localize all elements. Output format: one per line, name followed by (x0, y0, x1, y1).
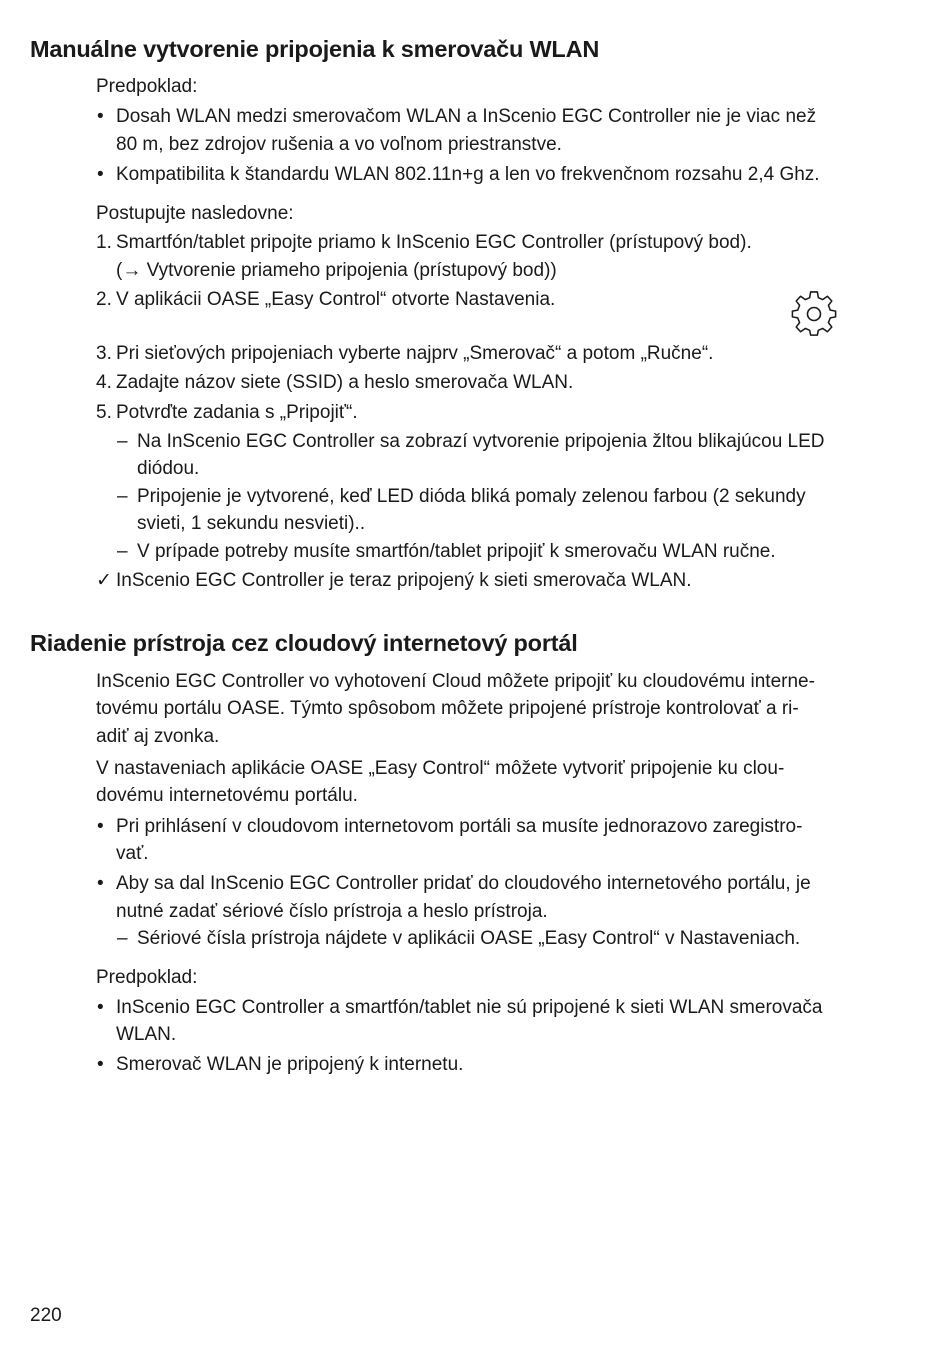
bullet-marker: • (97, 106, 104, 127)
bullet-line: nutné zadať sériové číslo prístroja a heslo prístroja. (116, 901, 548, 922)
substep-line: Pripojenie je vytvorené, keď LED dióda bliká pomaly zelenou farbou (2 sekundy (137, 486, 806, 507)
substep-line: V prípade potreby musíte smartfón/tablet pripojiť k smerovaču WLAN ručne. (137, 541, 776, 562)
bullet-line: Pri prihlásení v cloudovom internetovom portáli sa musíte jednorazovo zaregistro- (116, 816, 803, 837)
bullet-marker: • (97, 997, 104, 1018)
step-line: V aplikácii OASE „Easy Control“ otvorte Nastavenia. (116, 289, 556, 310)
page-number: 220 (30, 1305, 62, 1326)
sub-bullet-line: Sériové čísla prístroja nájdete v aplikácii OASE „Easy Control“ v Nastaveniach. (137, 928, 801, 949)
step-line: Zadajte názov siete (SSID) a heslo smerovača WLAN. (116, 372, 574, 393)
paragraph-line: adiť aj zvonka. (96, 726, 220, 747)
bullet-line: vať. (116, 843, 149, 864)
step-line: Potvrďte zadania s „Pripojiť“. (116, 402, 358, 423)
paragraph-line: dovému internetovému portálu. (96, 785, 358, 806)
prerequisite-line: WLAN. (116, 1024, 177, 1045)
prerequisite-line: Smerovač WLAN je pripojený k internetu. (116, 1054, 464, 1075)
step-number: 3. (96, 343, 112, 364)
bullet-marker: • (97, 164, 104, 185)
step-number: 4. (96, 372, 112, 393)
prerequisite-label: Predpoklad: (96, 967, 198, 988)
prerequisite-line: Kompatibilita k štandardu WLAN 802.11n+g a len vo frekvenčnom rozsahu 2,4 Ghz. (116, 164, 820, 185)
bullet-line: Aby sa dal InScenio EGC Controller pridať do cloudového internetového portálu, je (116, 873, 811, 894)
bullet-marker: • (97, 816, 104, 837)
substep-line: svieti, 1 sekundu nesvieti).. (137, 513, 366, 534)
prerequisite-line: Dosah WLAN medzi smerovačom WLAN a InScenio EGC Controller nie je viac než (116, 106, 817, 127)
step-line: Smartfón/tablet pripojte priamo k InScenio EGC Controller (prístupový bod). (116, 232, 752, 253)
step-number: 2. (96, 289, 112, 310)
prerequisite-line: InScenio EGC Controller a smartfón/tablet nie sú pripojené k sieti WLAN smerovača (116, 997, 823, 1018)
section-title: Manuálne vytvorenie pripojenia k smerovaču WLAN (30, 36, 600, 62)
procedure-label: Postupujte nasledovne: (96, 203, 294, 224)
step-line: Pri sieťových pripojeniach vyberte najprv „Smerovač“ a potom „Ručne“. (116, 343, 714, 364)
check-icon: ✓ (96, 570, 112, 591)
prerequisite-line: 80 m, bez zdrojov rušenia a vo voľnom priestranstve. (116, 134, 562, 155)
prerequisite-label: Predpoklad: (96, 76, 198, 97)
result-line: InScenio EGC Controller je teraz pripojený k sieti smerovača WLAN. (116, 570, 692, 591)
dash-marker: – (117, 928, 128, 949)
section-title: Riadenie prístroja cez cloudový internetový portál (30, 630, 578, 656)
step-line: (→ Vytvorenie priameho pripojenia (prístupový bod)) (116, 260, 557, 281)
step-number: 5. (96, 402, 112, 423)
gear-icon (790, 290, 838, 338)
substep-line: Na InScenio EGC Controller sa zobrazí vytvorenie pripojenia žltou blikajúcou LED (137, 431, 825, 452)
bullet-marker: • (97, 1054, 104, 1075)
step-number: 1. (96, 232, 112, 253)
substep-line: diódou. (137, 458, 200, 479)
bullet-marker: • (97, 873, 104, 894)
paragraph-line: InScenio EGC Controller vo vyhotovení Cloud môžete pripojiť ku cloudovému interne- (96, 671, 815, 692)
paragraph-line: tovému portálu OASE. Týmto spôsobom môžete pripojené prístroje kontrolovať a ri- (96, 698, 799, 719)
dash-marker: – (117, 541, 128, 562)
dash-marker: – (117, 486, 128, 507)
dash-marker: – (117, 431, 128, 452)
paragraph-line: V nastaveniach aplikácie OASE „Easy Control“ môžete vytvoriť pripojenie ku clou- (96, 758, 785, 779)
